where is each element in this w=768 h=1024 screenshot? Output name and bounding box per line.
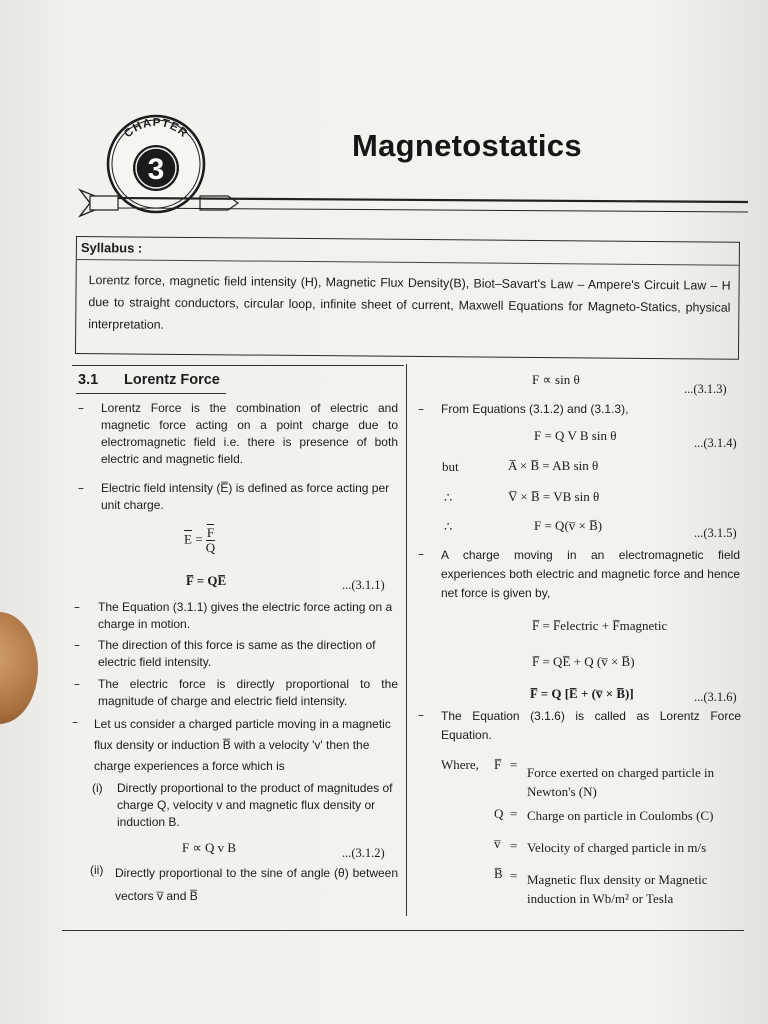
therefore-symbol: ∴ [444, 519, 453, 534]
header-ribbon [60, 188, 750, 218]
equation-3-1-3: F ∝ sin θ [532, 372, 580, 387]
bullet-dash: – [78, 401, 84, 415]
def-text: Force exerted on charged particle in Newton's (N) [527, 765, 715, 799]
equation-cross-product-ab: A̅ × B̅ = AB sin θ [508, 458, 599, 473]
left-paragraph-5: The electric force is directly proportional to the magnitude of charge and electric field intensity. [98, 677, 398, 708]
list-text-ii: Directly proportional to the sine of angle (θ) between vectors v̅ and B̅ [115, 866, 398, 903]
def-symbol: v̅ [494, 836, 501, 851]
eq-e-lhs: $\overline{E}$ [184, 531, 192, 547]
equation-3-1-5: F = Q(v̅ × B̅) [534, 518, 603, 533]
left-paragraph-1: Lorentz Force is the combination of electric and magnetic force acting on a point charge due to electromagnetic field i.e. there is presence of both electric and magnetic field. [101, 401, 398, 466]
def-symbol: F̅ [494, 757, 502, 772]
bullet-dash: – [78, 481, 84, 495]
left-paragraph-4: The direction of this force is same as the direction of electric field intensity. [98, 638, 376, 669]
syllabus-box [75, 236, 740, 360]
right-paragraph-3: The Equation (3.1.6) is called as Lorentz Force Equation. [441, 709, 741, 742]
page-title: Magnetostatics [352, 128, 582, 163]
section-title: Lorentz Force [124, 372, 220, 388]
def-text: Velocity of charged particle in m/s [527, 840, 707, 855]
label-but: but [442, 459, 459, 474]
equation-force-sum-expanded: F̅ = QE̅ + Q (v̅ × B̅) [532, 654, 635, 669]
label-where: Where, [441, 757, 479, 772]
bullet-dash: – [418, 402, 424, 416]
section-heading-underline [76, 393, 226, 394]
column-divider [406, 364, 407, 916]
def-equals: = [510, 806, 518, 821]
equation-3-1-6: F̅ = Q [E̅ + (v̅ × B̅)] [530, 686, 634, 701]
section-heading [78, 372, 220, 388]
right-paragraph-2: A charge moving in an electromagnetic field experiences both electric and magnetic force and hence net force is given by, [441, 548, 740, 600]
bullet-dash: – [74, 677, 80, 691]
left-paragraph-2: Electric field intensity (E̅) is defined as force acting per unit charge. [101, 481, 390, 512]
bullet-dash: – [74, 600, 80, 614]
bullet-dash: – [72, 715, 78, 729]
bullet-dash: – [74, 638, 80, 652]
syllabus-text: Lorentz force, magnetic field intensity (H), Magnetic Flux Density(B), Biot–Savart's Law – Ampere's Circuit Law – H due to straight conductors, circular loop, infinite sheet of current, Maxwell Equations for Magneto-Statics, physical interpretation. [88, 273, 731, 332]
def-text: Magnetic flux density or Magnetic induction in Wb/m² or Tesla [527, 872, 708, 906]
equation-number-3-1-3: ...(3.1.3) [684, 382, 727, 396]
def-symbol: Q [494, 806, 504, 821]
equation-number-3-1-1: ...(3.1.1) [342, 578, 385, 592]
list-label-ii: (ii) [90, 863, 104, 877]
def-symbol: B̅ [494, 866, 503, 881]
bullet-dash: – [418, 547, 424, 561]
bottom-rule [62, 930, 744, 931]
eq-e-numerator: $\overline{F}$ [206, 525, 215, 540]
left-paragraph-6: Let us consider a charged particle moving in a magnetic flux density or induction B̅ with a velocity 'v' then the charge experiences a force which is [94, 717, 391, 773]
right-paragraph-1: From Equations (3.1.2) and (3.1.3), [441, 402, 629, 416]
equation-number-3-1-6: ...(3.1.6) [694, 690, 737, 704]
equation-3-1-1: F̅ = QE̅ [186, 573, 227, 588]
def-equals: = [510, 838, 518, 853]
bullet-dash: – [418, 708, 424, 722]
eq-e-denominator: Q [205, 540, 216, 555]
def-text: Charge on particle in Coulombs (C) [527, 808, 714, 823]
syllabus-divider [77, 259, 739, 266]
list-text-i: Directly proportional to the product of magnitudes of charge Q, velocity v and magnetic flux density or induction B. [117, 781, 393, 829]
equation-number-3-1-2: ...(3.1.2) [342, 846, 385, 860]
equation-force-sum: F̅ = F̅electric + F̅magnetic [532, 618, 668, 633]
thumb-shadow [0, 612, 38, 724]
equation-e-field: $\overline{E}$ = $\frac{\overline{F}}{Q}$ [184, 525, 216, 555]
def-equals: = [510, 757, 518, 772]
equation-number-3-1-4: ...(3.1.4) [694, 436, 737, 450]
section-number: 3.1 [78, 372, 99, 388]
therefore-symbol: ∴ [444, 490, 453, 505]
def-equals: = [510, 868, 518, 883]
syllabus-heading: Syllabus : [80, 240, 143, 256]
chapter-number: 3 [147, 153, 165, 186]
equation-cross-product-vb: V̅ × B̅ = VB sin θ [508, 489, 600, 504]
equation-3-1-2: F ∝ Q v B [182, 840, 237, 855]
left-paragraph-3: The Equation (3.1.1) gives the electric force acting on a charge in motion. [98, 600, 393, 631]
equation-3-1-4: F = Q V B sin θ [534, 428, 617, 443]
chapter-label: CHAPTER [122, 116, 190, 141]
list-label-i: (i) [92, 781, 103, 795]
equation-number-3-1-5: ...(3.1.5) [694, 526, 737, 540]
left-column-top-rule [72, 365, 404, 366]
